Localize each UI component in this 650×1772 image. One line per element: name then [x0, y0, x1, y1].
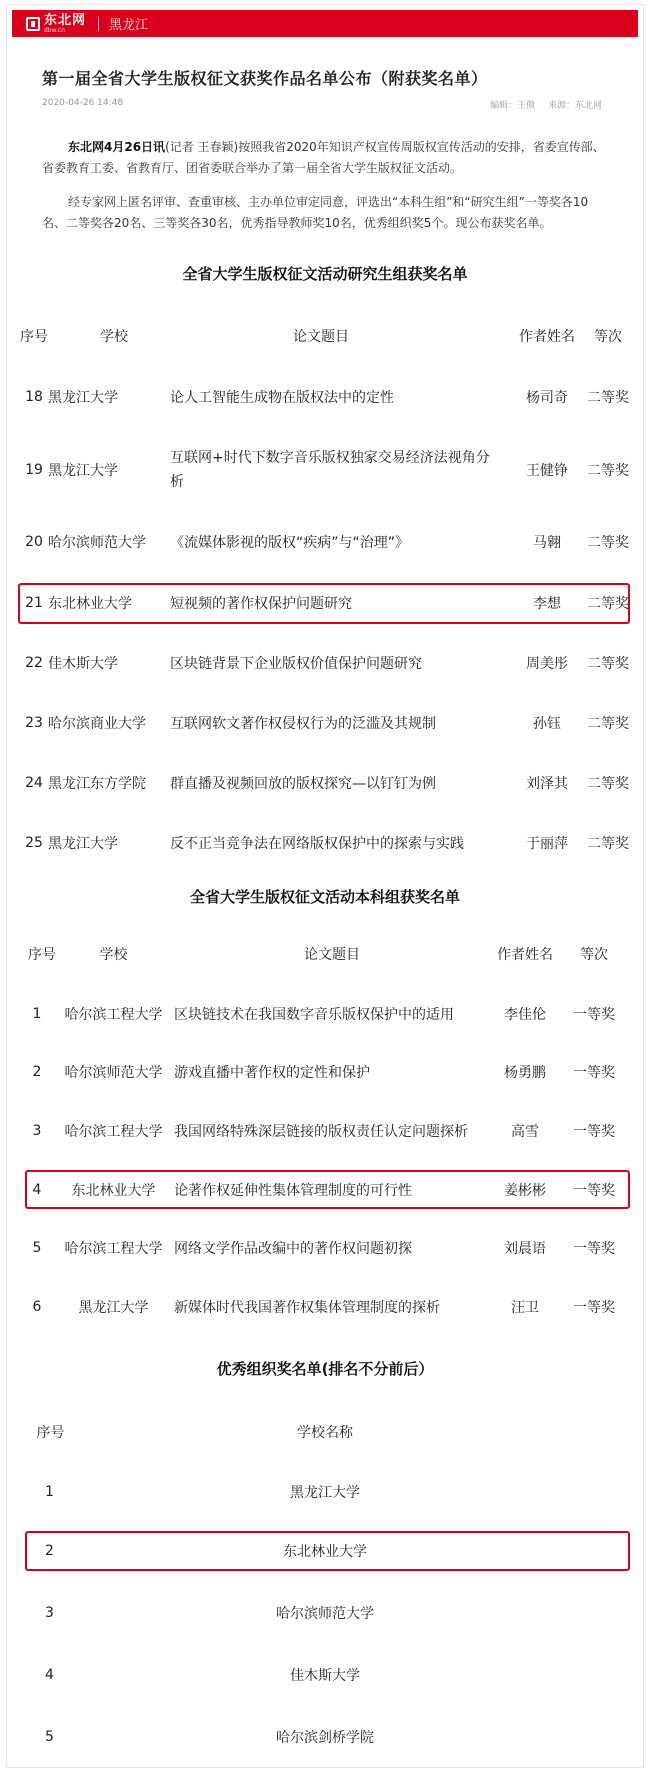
topic-cell: 群直播及视频回放的版权探究—以钉钉为例 [170, 776, 436, 792]
author-cell: 姜彬彬 [504, 1183, 546, 1199]
award-cell: 二等奖 [587, 535, 629, 551]
grad-header-award: 等次 [594, 329, 622, 345]
school-cell: 东北林业大学 [48, 596, 132, 612]
award-cell: 二等奖 [587, 836, 629, 852]
school-cell: 佳木斯大学 [290, 1668, 360, 1684]
school-cell: 佳木斯大学 [48, 656, 118, 672]
topic-cell: 新媒体时代我国著作权集体管理制度的探析 [174, 1300, 440, 1316]
ug-header-award: 等次 [580, 947, 608, 963]
undergrad-section-title: 全省大学生版权征文活动本科组获奖名单 [189, 888, 460, 906]
table-row [0, 1111, 650, 1151]
grad-header-author: 作者姓名 [519, 329, 575, 345]
table-row [0, 703, 650, 743]
serial-cell: 4 [45, 1667, 54, 1683]
lead-text: (记者 王春颖)按照我省2020年知识产权宣传周版权宣传活动的安排，省委宣传部、省委教育工委、省教育厅、团省委联合举办了第一届全省大学生版权征文活动。 [42, 140, 605, 175]
school-cell: 哈尔滨工程大学 [64, 1241, 163, 1257]
article-meta [42, 98, 602, 112]
serial-cell: 5 [45, 1729, 54, 1745]
school-cell: 东北林业大学 [283, 1544, 367, 1560]
table-row [0, 1717, 650, 1757]
award-cell: 二等奖 [587, 776, 629, 792]
serial-cell: 5 [32, 1240, 42, 1256]
site-logo[interactable] [26, 14, 86, 34]
topic-cell: 《流媒体影视的版权“疾病”与“治理”》 [170, 535, 410, 551]
ug-header-row [0, 934, 650, 974]
author-cell: 马翱 [533, 535, 561, 551]
topic-cell: 区块链技术在我国数字音乐版权保护中的适用 [174, 1007, 454, 1023]
topic-cell: 反不正当竞争法在网络版权保护中的探索与实践 [170, 836, 464, 852]
grad-header-no: 序号 [20, 329, 48, 345]
author-cell: 刘晨语 [504, 1241, 546, 1257]
school-cell: 哈尔滨师范大学 [64, 1065, 163, 1081]
topic-cell: 互联网软文著作权侵权行为的泛滥及其规制 [170, 716, 436, 732]
ug-header-topic: 论文题目 [304, 947, 360, 963]
table-row [0, 1052, 650, 1092]
award-cell: 一等奖 [573, 1300, 615, 1316]
table-row [0, 442, 650, 498]
topic-cell: 游戏直播中著作权的定性和保护 [174, 1065, 370, 1081]
school-cell: 黑龙江大学 [290, 1485, 360, 1501]
school-cell: 哈尔滨商业大学 [48, 716, 146, 732]
grad-section-title: 全省大学生版权征文活动研究生组获奖名单 [182, 265, 468, 283]
award-cell: 一等奖 [573, 1124, 615, 1140]
school-cell: 哈尔滨工程大学 [64, 1124, 163, 1140]
author-cell: 于丽萍 [526, 836, 568, 852]
serial-cell: 6 [32, 1299, 42, 1315]
author-cell: 孙钰 [533, 716, 561, 732]
school-cell: 东北林业大学 [71, 1183, 156, 1199]
highlight-box-grad-21 [18, 583, 630, 624]
school-cell: 黑龙江大学 [48, 463, 118, 479]
school-cell: 黑龙江东方学院 [48, 776, 146, 792]
school-cell: 哈尔滨工程大学 [64, 1007, 163, 1023]
ug-header-author: 作者姓名 [497, 947, 553, 963]
article-title: 第一届全省大学生版权征文获奖作品名单公布（附获奖名单） [42, 69, 488, 88]
award-cell: 一等奖 [573, 1241, 615, 1257]
author-cell: 李佳伦 [504, 1007, 546, 1023]
serial-cell: 3 [32, 1123, 42, 1139]
org-header-row [0, 1412, 650, 1452]
author-cell: 汪卫 [511, 1300, 539, 1316]
org-section-title: 优秀组织奖名单(排名不分前后） [216, 1360, 434, 1378]
topic-cell: 论人工智能生成物在版权法中的定性 [170, 390, 394, 406]
school-cell: 哈尔滨剑桥学院 [276, 1730, 374, 1746]
serial-cell: 22 [25, 655, 43, 671]
logo-text: 东北网 [44, 12, 87, 28]
table-row [0, 643, 650, 683]
article-paragraph-2: 经专家网上匿名评审、查重审核、主办单位审定同意，评选出“本科生组”和“研究生组”一等奖各10名、二等奖各20名、三等奖各30名，优秀指导教师奖10名，优秀组织奖5个。现公布获奖名单。 [42, 195, 589, 230]
publish-date: 2020-04-26 14:48 [42, 98, 124, 108]
editor-label: 编辑：王傲 [490, 101, 536, 111]
school-cell: 哈尔滨师范大学 [48, 535, 146, 551]
serial-cell: 3 [45, 1605, 54, 1621]
topic-cell: 我国网络特殊深层链接的版权责任认定问题探析 [174, 1124, 468, 1140]
school-cell: 黑龙江大学 [78, 1300, 149, 1316]
region-link[interactable]: 黑龙江 [109, 18, 149, 33]
grad-header-topic: 论文题目 [293, 329, 349, 345]
logo-icon [26, 17, 40, 31]
table-row [0, 377, 650, 417]
article-lead-paragraph [42, 137, 608, 179]
table-row [0, 1593, 650, 1633]
award-cell: 二等奖 [587, 390, 629, 406]
org-header-school: 学校名称 [297, 1425, 353, 1441]
award-cell: 一等奖 [573, 1183, 615, 1199]
topic-cell: 网络文学作品改编中的著作权问题初探 [174, 1241, 412, 1257]
table-row [0, 1472, 650, 1512]
author-cell: 杨勇鹏 [504, 1065, 546, 1081]
table-row [0, 522, 650, 562]
school-cell: 黑龙江大学 [48, 390, 118, 406]
table-row [0, 823, 650, 863]
logo-subtext: dbw.cn [44, 26, 65, 34]
serial-cell: 24 [25, 775, 43, 791]
serial-cell: 2 [32, 1064, 42, 1080]
source-label: 来源：东北网 [547, 101, 602, 111]
ug-header-no: 序号 [28, 947, 56, 963]
school-cell: 黑龙江大学 [48, 836, 118, 852]
award-cell: 一等奖 [573, 1065, 615, 1081]
topic-cell: 短视频的著作权保护问题研究 [170, 596, 352, 612]
author-cell: 杨司奇 [526, 390, 568, 406]
serial-cell: 4 [32, 1182, 42, 1198]
table-row [0, 1228, 650, 1268]
highlight-box-org-2 [25, 1531, 630, 1571]
lead-dateline: 东北网4月26日讯 [68, 140, 166, 154]
author-cell: 李想 [533, 596, 561, 612]
highlight-box-undergrad-4 [25, 1170, 630, 1209]
award-cell: 二等奖 [587, 463, 629, 479]
serial-cell: 18 [25, 389, 43, 405]
author-cell: 周美彤 [526, 656, 568, 672]
site-header-bar [12, 10, 638, 37]
serial-cell: 1 [45, 1484, 54, 1500]
table-row [0, 1287, 650, 1327]
serial-cell: 2 [45, 1543, 54, 1559]
table-row [0, 994, 650, 1034]
award-cell: 二等奖 [587, 656, 629, 672]
topic-cell: 论著作权延伸性集体管理制度的可行性 [174, 1183, 412, 1199]
header-divider [98, 17, 99, 31]
table-row [0, 1655, 650, 1695]
org-header-no: 序号 [36, 1425, 65, 1441]
topic-cell: 互联网+时代下数字音乐版权独家交易经济法视角分析 [170, 450, 490, 490]
serial-cell: 25 [25, 835, 43, 851]
author-cell: 高雪 [511, 1124, 539, 1140]
award-cell: 二等奖 [587, 596, 629, 612]
award-cell: 一等奖 [573, 1007, 615, 1023]
school-cell: 哈尔滨师范大学 [276, 1606, 374, 1622]
award-cell: 二等奖 [587, 716, 629, 732]
table-row [0, 763, 650, 803]
serial-cell: 19 [25, 462, 43, 478]
grad-header-school: 学校 [100, 329, 128, 345]
author-cell: 刘泽其 [526, 776, 568, 792]
serial-cell: 21 [25, 595, 43, 611]
grad-header-row [0, 316, 650, 356]
serial-cell: 20 [25, 534, 43, 550]
serial-cell: 23 [25, 715, 43, 731]
topic-cell: 区块链背景下企业版权价值保护问题研究 [170, 656, 422, 672]
author-cell: 王健铮 [526, 463, 568, 479]
ug-header-school: 学校 [99, 947, 128, 963]
serial-cell: 1 [32, 1006, 42, 1022]
